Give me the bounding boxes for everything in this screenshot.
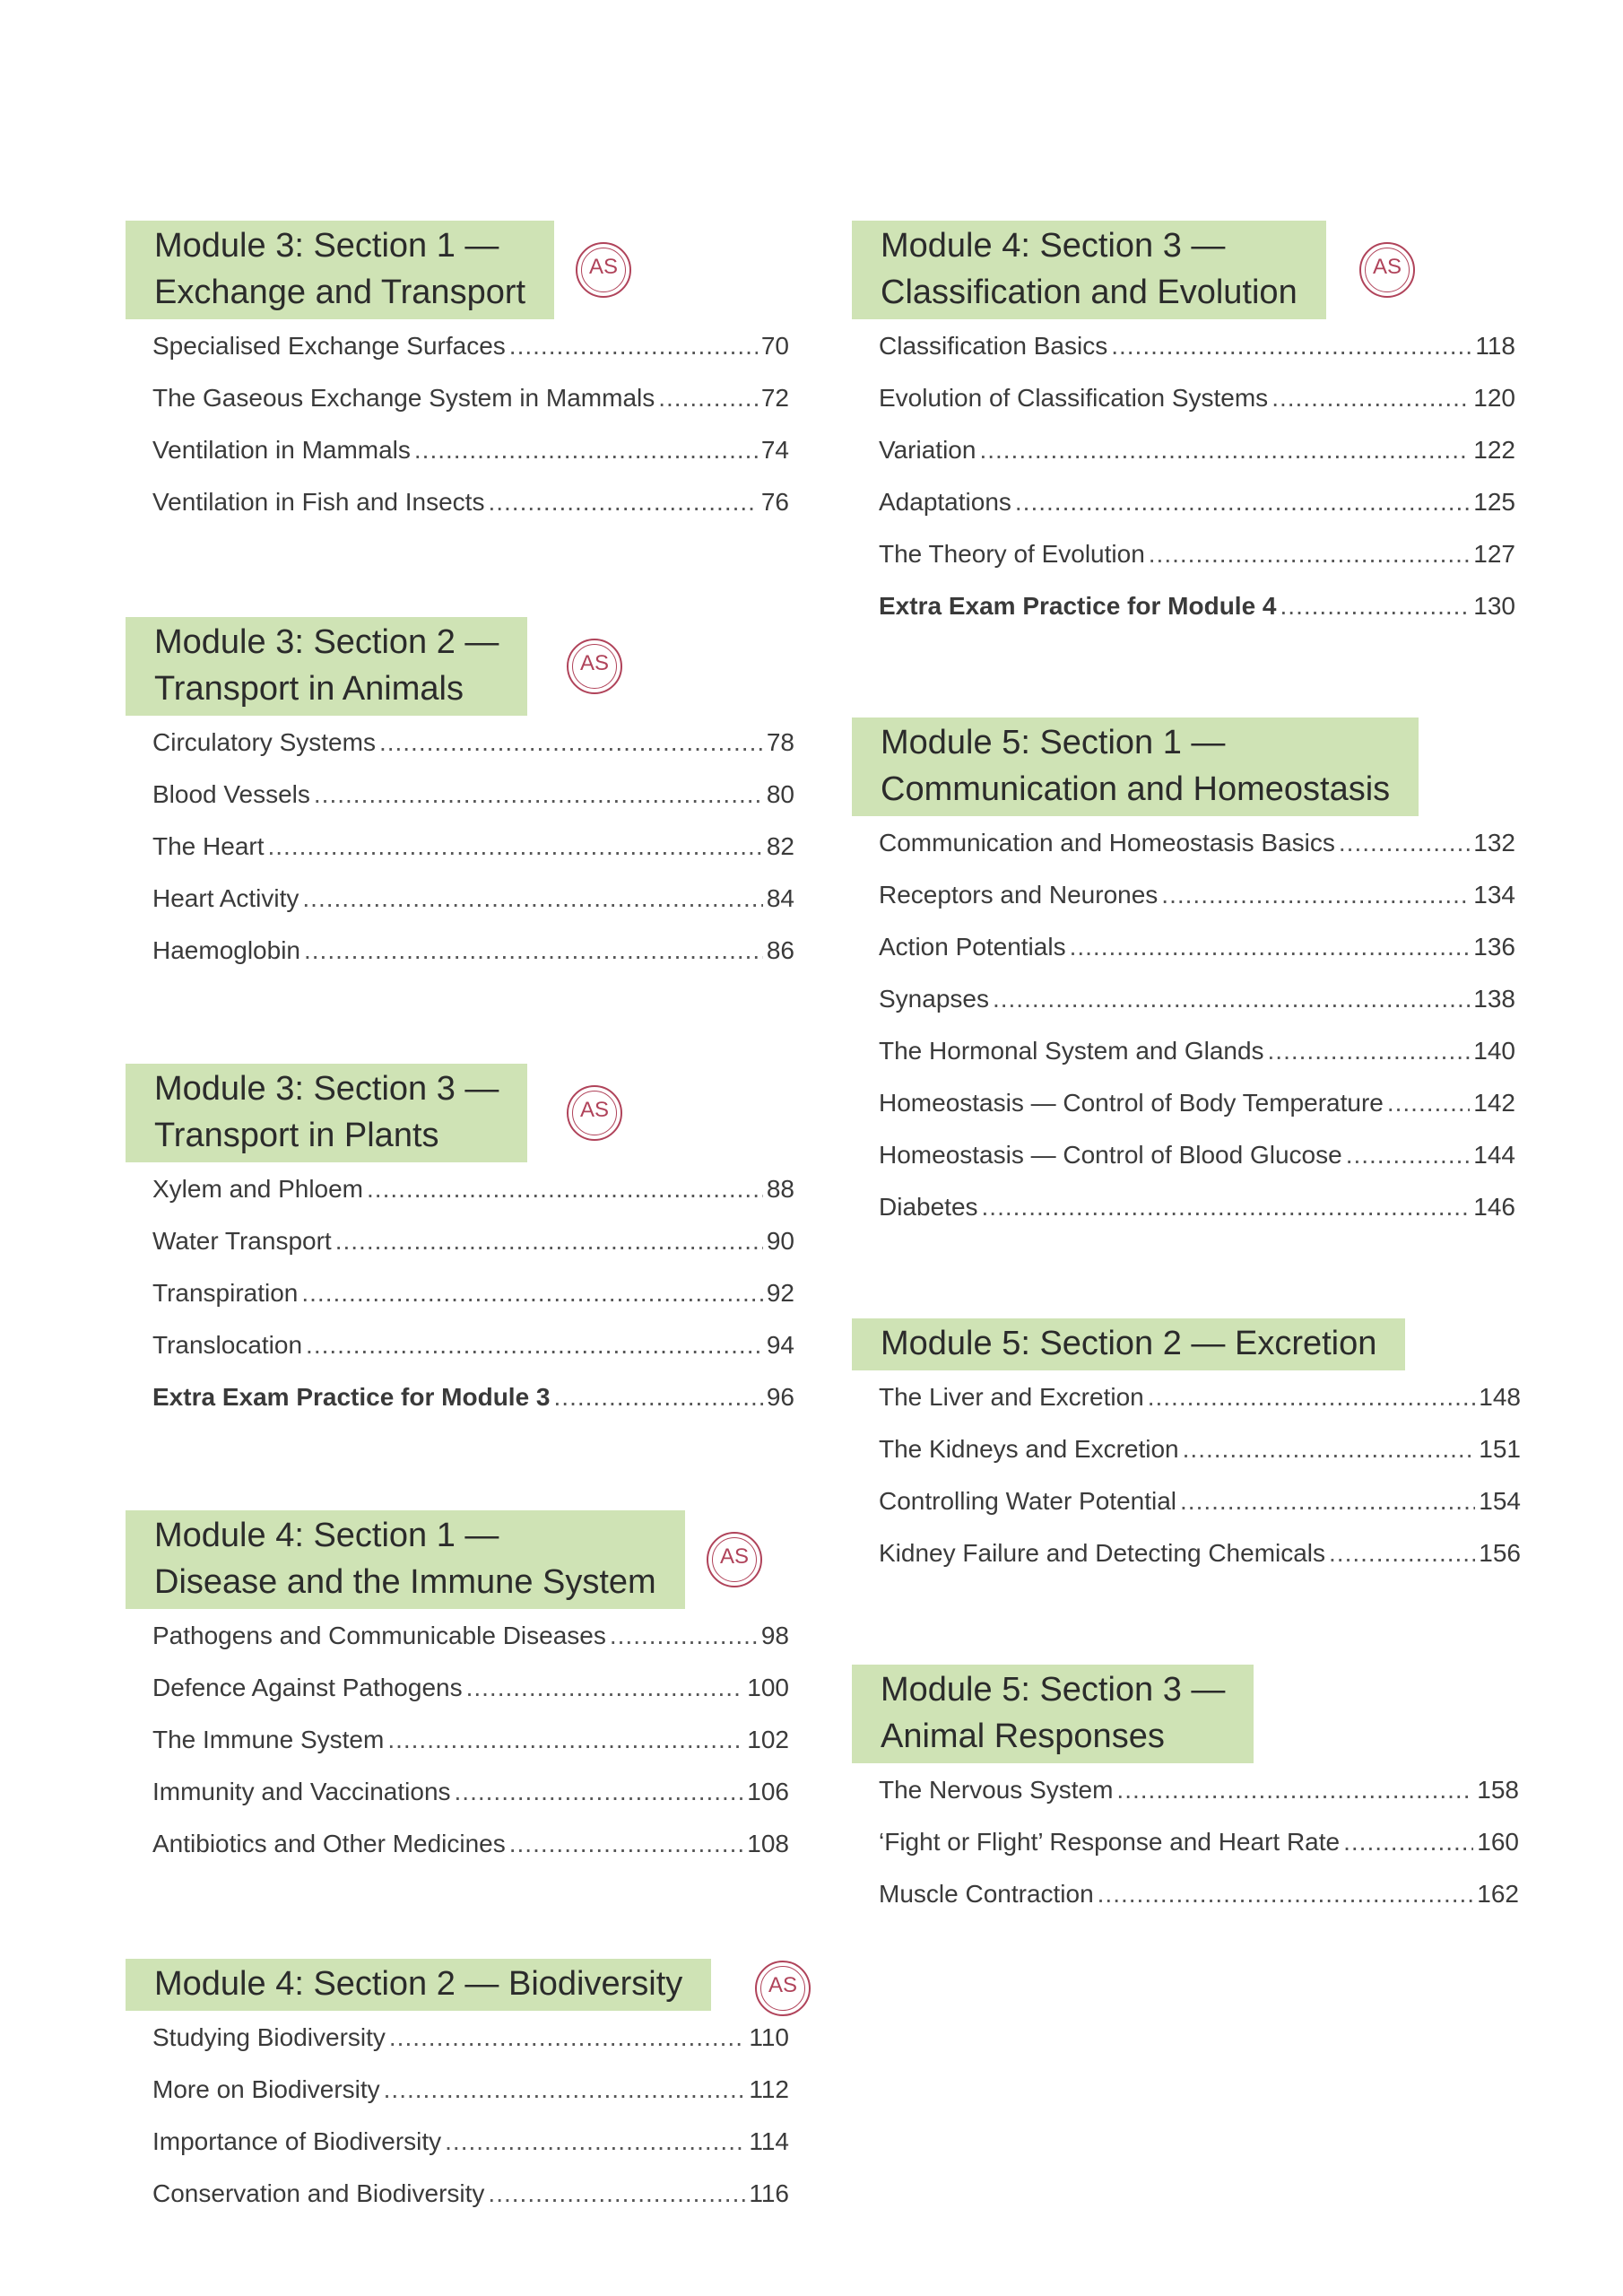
toc-entry[interactable]: Variation ..... 122 [852, 436, 1515, 488]
toc-entry[interactable]: Classification Basics ..... 118 [852, 332, 1515, 384]
toc-entry[interactable]: Conservation and Biodiversity ..... 116 [126, 2179, 789, 2231]
toc-entry[interactable]: Evolution of Classification Systems ..... 120 [852, 384, 1515, 436]
section-heading: Module 5: Section 1 — Communication and Homeostasis [852, 718, 1419, 816]
section-heading: Module 3: Section 3 — Transport in Plants [126, 1064, 527, 1162]
section-heading: Module 4: Section 2 — Biodiversity [126, 1959, 711, 2011]
toc-entry[interactable]: Receptors and Neurones ..... 134 [852, 881, 1515, 933]
toc-section-m3s3 [126, 1064, 794, 1435]
toc-entry[interactable]: Diabetes ..... 146 [852, 1193, 1515, 1245]
toc-section-m4s1 [126, 1510, 789, 1882]
toc-entry[interactable]: The Liver and Excretion ..... 148 [852, 1383, 1521, 1435]
toc-entry[interactable]: Translocation ..... 94 [126, 1331, 794, 1383]
toc-entry[interactable]: Kidney Failure and Detecting Chemicals ..... 156 [852, 1539, 1521, 1591]
as-badge-icon: AS [567, 1085, 622, 1141]
toc-entry[interactable]: Studying Biodiversity ..... 110 [126, 2023, 789, 2075]
as-badge-icon: AS [576, 242, 631, 298]
section-heading: Module 3: Section 1 — Exchange and Transport [126, 221, 554, 319]
toc-entry[interactable]: Xylem and Phloem ..... 88 [126, 1175, 794, 1227]
toc-entry[interactable]: Antibiotics and Other Medicines ..... 108 [126, 1830, 789, 1882]
toc-entry[interactable]: Blood Vessels ..... 80 [126, 780, 794, 832]
toc-entry[interactable]: Transpiration ..... 92 [126, 1279, 794, 1331]
toc-section-m5s1 [852, 718, 1515, 1245]
toc-entry[interactable]: Homeostasis — Control of Blood Glucose ..... 144 [852, 1141, 1515, 1193]
toc-entry[interactable]: Synapses ..... 138 [852, 985, 1515, 1037]
toc-entry[interactable]: Defence Against Pathogens ..... 100 [126, 1674, 789, 1726]
toc-entry[interactable]: Specialised Exchange Surfaces ..... 70 [126, 332, 789, 384]
toc-entry[interactable]: Controlling Water Potential ..... 154 [852, 1487, 1521, 1539]
toc-entry[interactable]: Communication and Homeostasis Basics ..... 132 [852, 829, 1515, 881]
toc-entry[interactable]: The Theory of Evolution ..... 127 [852, 540, 1515, 592]
toc-section-m5s2 [852, 1318, 1521, 1591]
toc-entry[interactable]: The Hormonal System and Glands ..... 140 [852, 1037, 1515, 1089]
as-badge-icon: AS [707, 1532, 762, 1587]
toc-entry[interactable]: Homeostasis — Control of Body Temperature ..... 142 [852, 1089, 1515, 1141]
toc-entry-extra-practice[interactable]: Extra Exam Practice for Module 4 ..... 130 [852, 592, 1515, 644]
toc-entry[interactable]: ‘Fight or Flight’ Response and Heart Rate ..... 160 [852, 1828, 1519, 1880]
toc-entry[interactable]: Pathogens and Communicable Diseases ..... 98 [126, 1622, 789, 1674]
toc-section-m3s1 [126, 221, 789, 540]
toc-section-m4s2 [126, 1959, 797, 2231]
toc-entry[interactable]: The Immune System ..... 102 [126, 1726, 789, 1778]
toc-entry[interactable]: Water Transport ..... 90 [126, 1227, 794, 1279]
toc-entry[interactable]: More on Biodiversity ..... 112 [126, 2075, 789, 2127]
toc-entry[interactable]: Circulatory Systems ..... 78 [126, 728, 794, 780]
toc-entry[interactable]: The Kidneys and Excretion ..... 151 [852, 1435, 1521, 1487]
toc-entry[interactable]: The Gaseous Exchange System in Mammals ..... 72 [126, 384, 789, 436]
section-heading: Module 4: Section 3 — Classification and Evolution [852, 221, 1326, 319]
toc-section-m5s3 [852, 1665, 1519, 1932]
toc-entry[interactable]: The Nervous System ..... 158 [852, 1776, 1519, 1828]
toc-section-m3s2 [126, 617, 794, 988]
toc-entry-extra-practice[interactable]: Extra Exam Practice for Module 3 ..... 96 [126, 1383, 794, 1435]
toc-entry[interactable]: Muscle Contraction ..... 162 [852, 1880, 1519, 1932]
toc-section-m4s3 [852, 221, 1515, 644]
toc-entry[interactable]: Action Potentials ..... 136 [852, 933, 1515, 985]
section-heading: Module 3: Section 2 — Transport in Animals [126, 617, 527, 716]
as-badge-icon: AS [755, 1961, 811, 2016]
section-heading: Module 4: Section 1 — Disease and the Immune System [126, 1510, 685, 1609]
toc-entry[interactable]: Ventilation in Mammals ..... 74 [126, 436, 789, 488]
section-heading: Module 5: Section 2 — Excretion [852, 1318, 1405, 1370]
as-badge-icon: AS [1359, 242, 1415, 298]
toc-entry[interactable]: Importance of Biodiversity ..... 114 [126, 2127, 789, 2179]
toc-entry[interactable]: Immunity and Vaccinations ..... 106 [126, 1778, 789, 1830]
as-badge-icon: AS [567, 639, 622, 694]
toc-entry[interactable]: Ventilation in Fish and Insects ..... 76 [126, 488, 789, 540]
toc-entry[interactable]: Heart Activity ..... 84 [126, 884, 794, 936]
toc-entry[interactable]: Adaptations ..... 125 [852, 488, 1515, 540]
toc-entry[interactable]: The Heart ..... 82 [126, 832, 794, 884]
section-heading: Module 5: Section 3 — Animal Responses [852, 1665, 1254, 1763]
toc-entry[interactable]: Haemoglobin ..... 86 [126, 936, 794, 988]
